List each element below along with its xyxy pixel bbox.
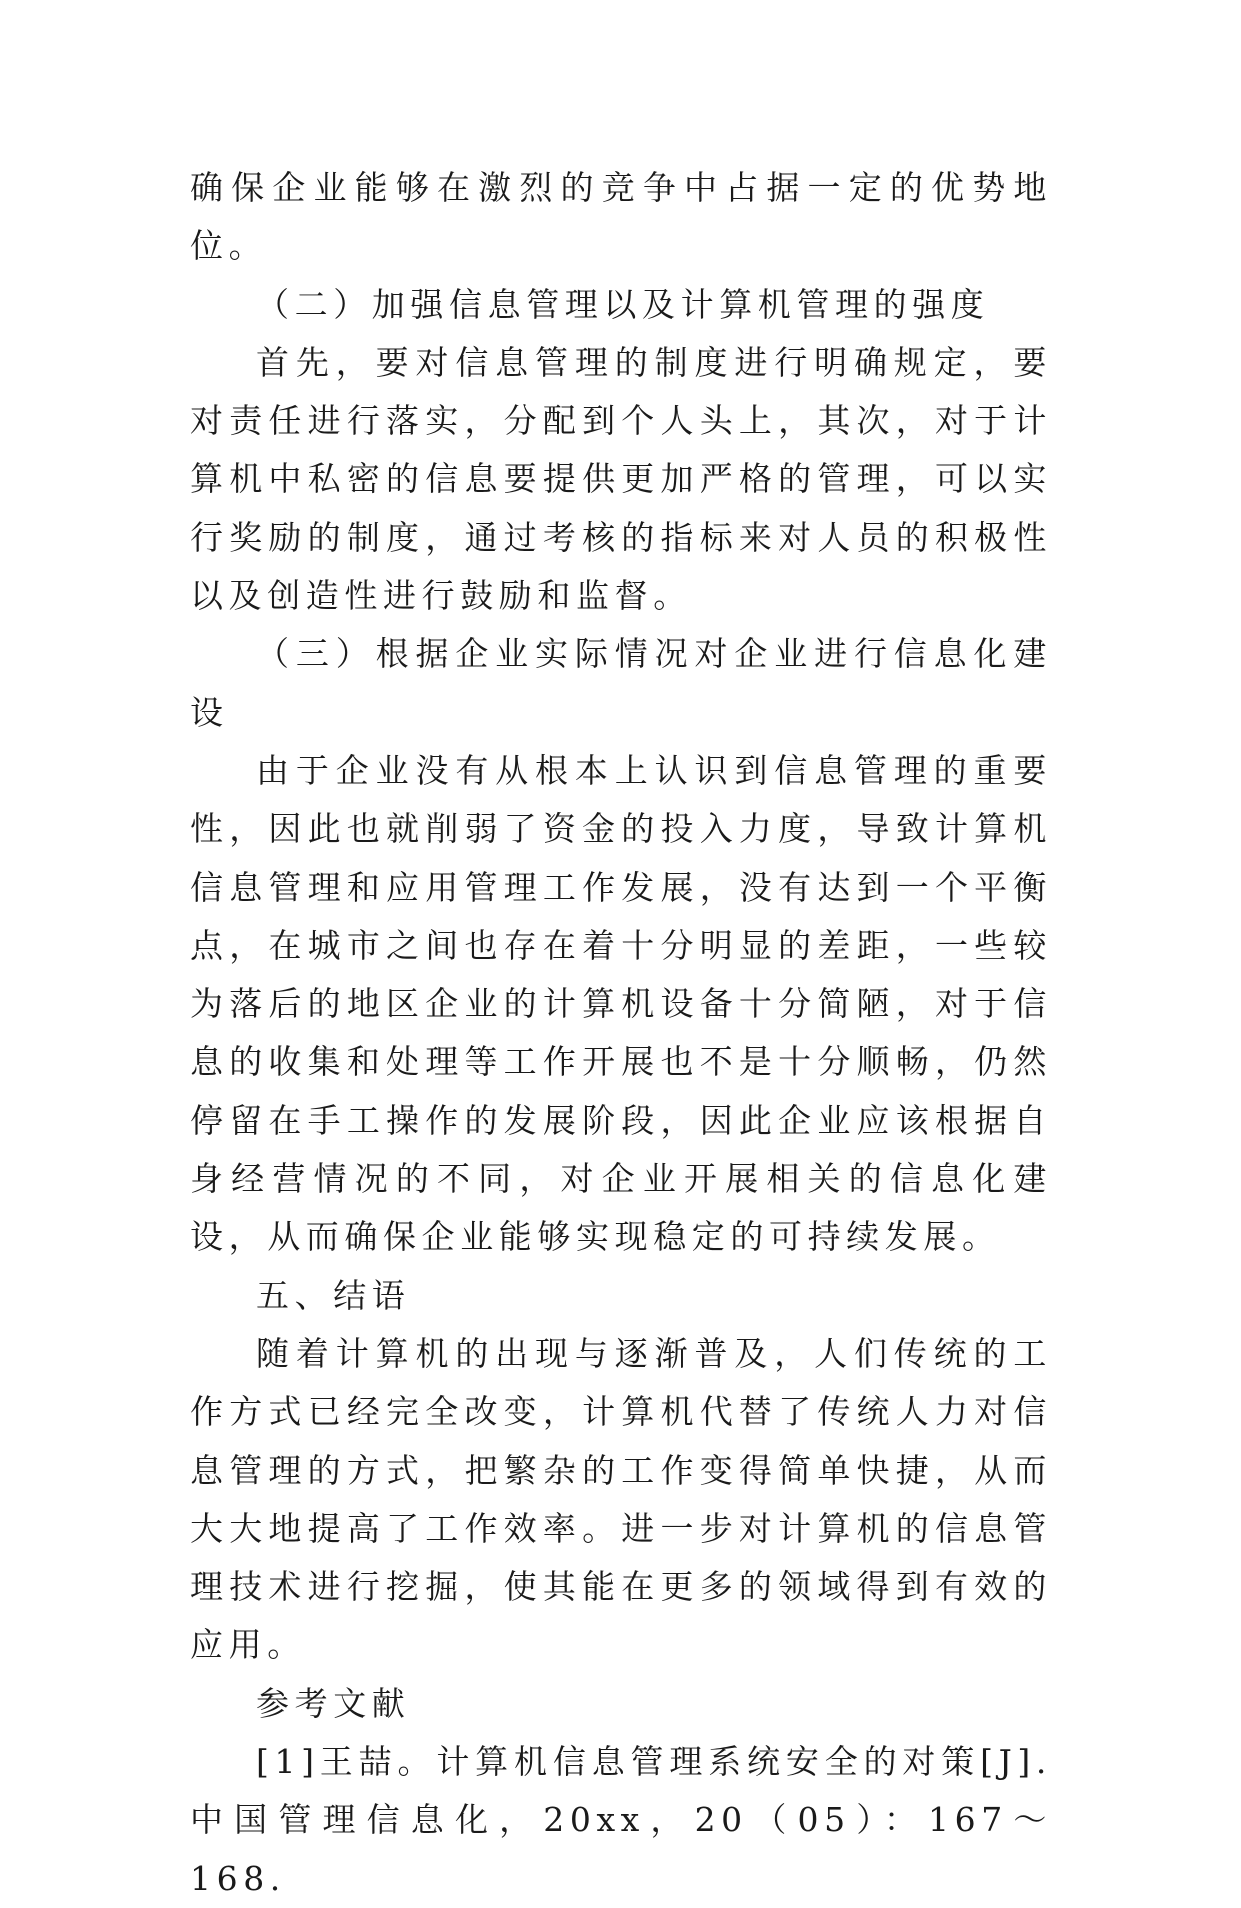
reference-item-1: [1]王喆。计算机信息管理系统安全的对策[J].中国管理信息化，20xx，20（05）：167～168. bbox=[190, 1742, 1052, 1898]
section-heading-2: （二）加强信息管理以及计算机管理的强度 bbox=[256, 284, 990, 324]
conclusion-heading: 五、结语 bbox=[256, 1275, 411, 1315]
section-heading-3: （三）根据企业实际情况对企业进行信息化建设 bbox=[190, 634, 1052, 732]
paragraph-info-management: 首先，要对信息管理的制度进行明确规定，要对责任进行落实，分配到个人头上，其次，对于计算机中私密的信息要提供更加严格的管理，可以实行奖励的制度，通过考核的指标来对人员的积极性以及创造性进行鼓励和监督。 bbox=[190, 342, 1052, 616]
paragraph-informatization: 由于企业没有从根本上认识到信息管理的重要性，因此也就削弱了资金的投入力度，导致计算机信息管理和应用管理工作发展，没有达到一个平衡点，在城市之间也存在着十分明显的差距，一些较为落后的地区企业的计算机设备十分简陋，对于信息的收集和处理等工作开展也不是十分顺畅，仍然停留在手工操作的发展阶段，因此企业应该根据自身经营情况的不同，对企业开展相关的信息化建设，从而确保企业能够实现稳定的可持续发展。 bbox=[190, 750, 1052, 1257]
paragraph-conclusion: 随着计算机的出现与逐渐普及，人们传统的工作方式已经完全改变，计算机代替了传统人力对信息管理的方式，把繁杂的工作变得简单快捷，从而大大地提高了工作效率。进一步对计算机的信息管理技术进行挖掘，使其能在更多的领域得到有效的应用。 bbox=[190, 1333, 1052, 1665]
document-body bbox=[190, 159, 1052, 1908]
references-heading: 参考文献 bbox=[256, 1683, 411, 1723]
paragraph-continuation: 确保企业能够在激烈的竞争中占据一定的优势地位。 bbox=[190, 168, 1052, 266]
